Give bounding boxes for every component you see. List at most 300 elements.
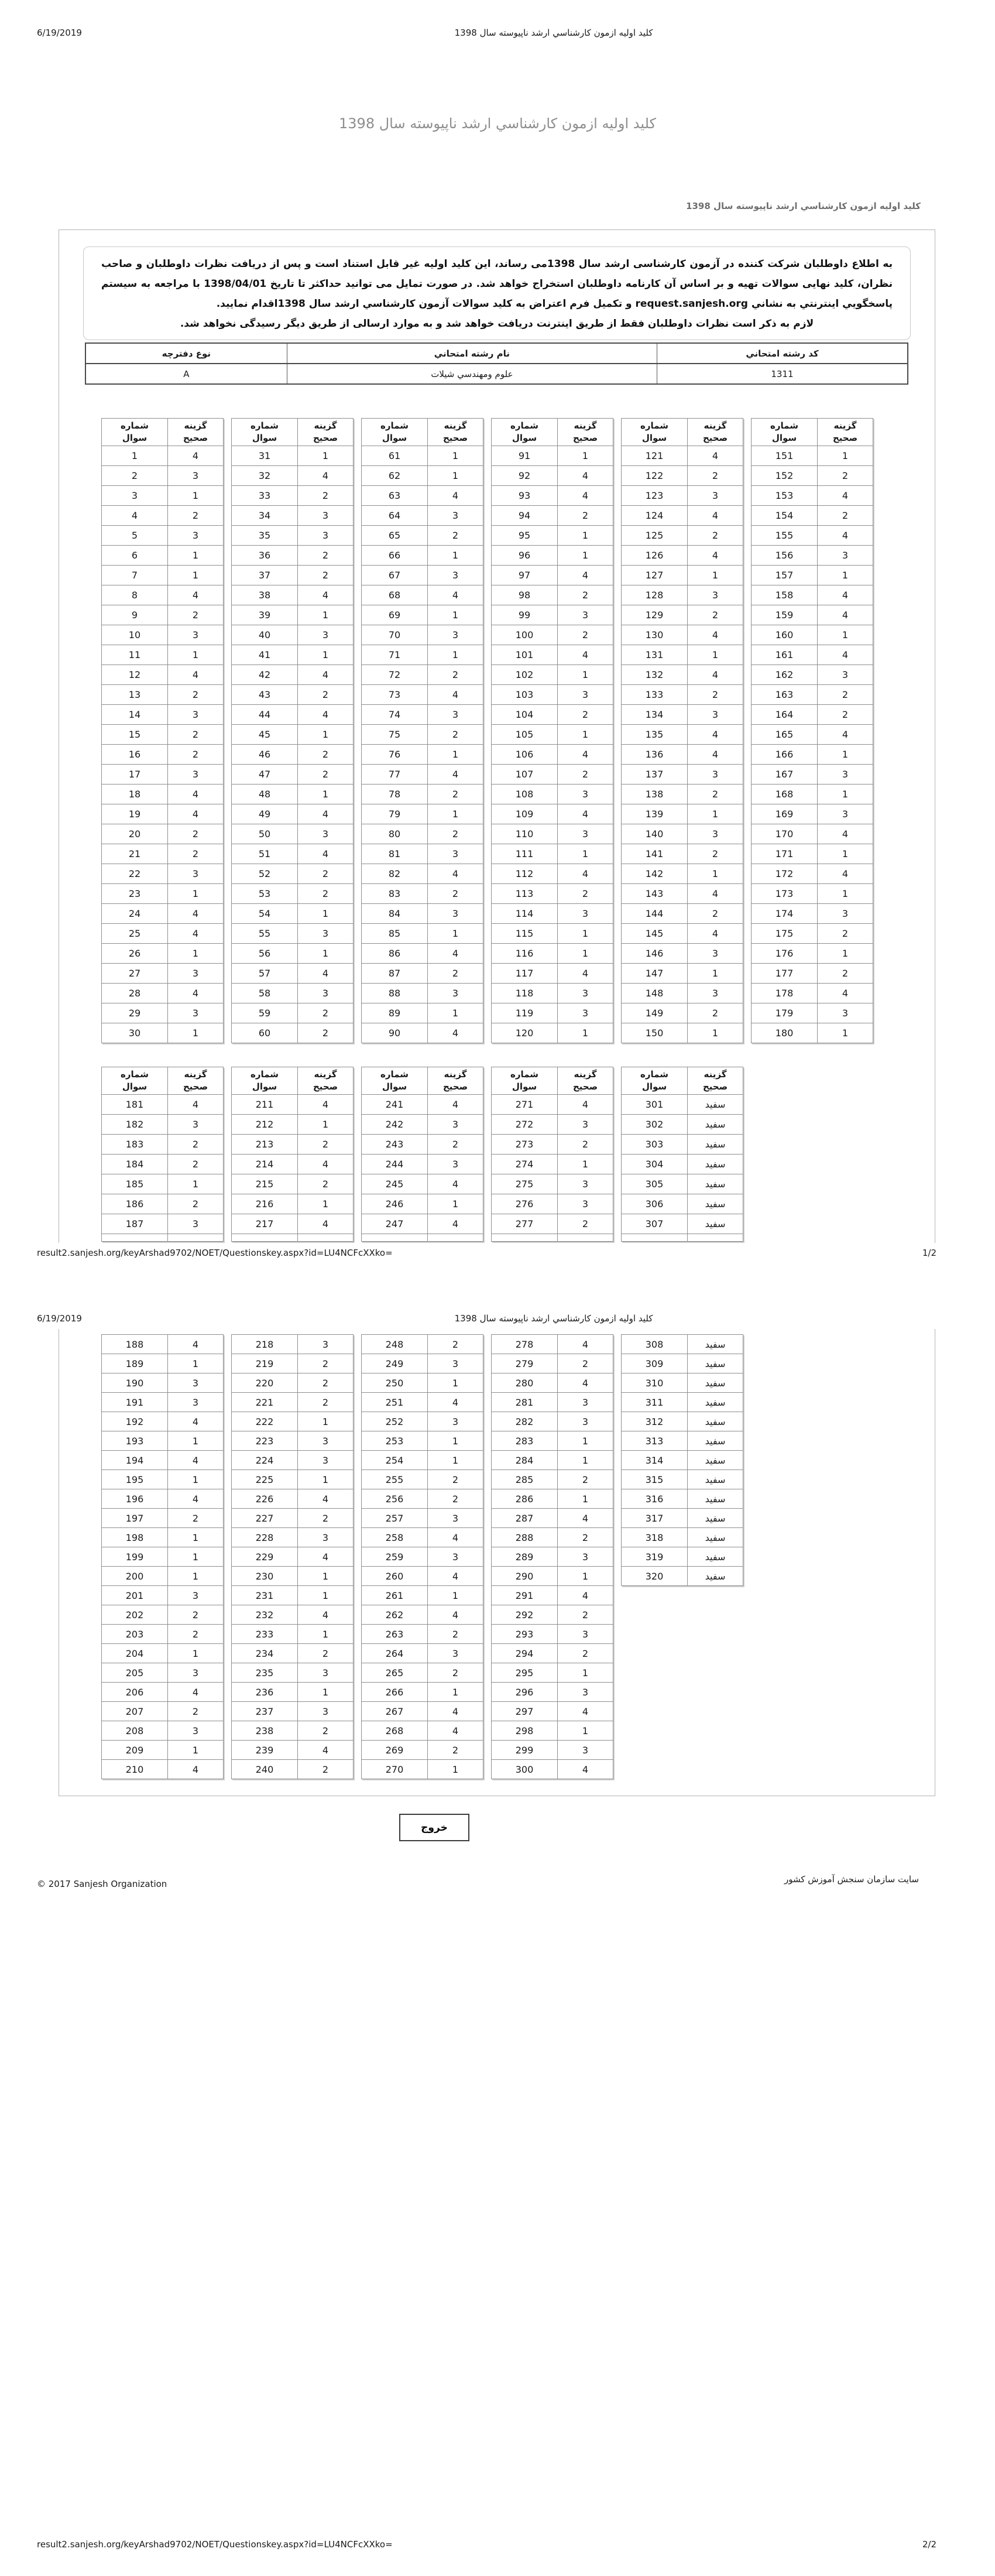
question-number-cell: 193: [102, 1431, 168, 1451]
question-number-cell: 14: [102, 705, 168, 725]
correct-option-cell: 4: [688, 446, 743, 466]
correct-option-cell: 2: [298, 1174, 354, 1194]
question-number-cell: 278: [492, 1335, 558, 1354]
question-number-cell: 179: [752, 1003, 818, 1023]
question-number-cell: 128: [622, 585, 688, 605]
correct-option-cell: 3: [168, 1586, 224, 1605]
question-number-cell: 151: [752, 446, 818, 466]
question-number-cell: 109: [492, 804, 558, 824]
question-number-cell: 40: [232, 625, 298, 645]
correct-option-cell: 2: [558, 1135, 613, 1155]
correct-option-cell: 1: [558, 924, 613, 944]
question-number-cell: 3: [102, 486, 168, 506]
question-number-cell: 52: [232, 864, 298, 884]
answer-key-column: [101, 418, 224, 1043]
correct-option-cell: 1: [428, 446, 483, 466]
question-number-cell: 160: [752, 625, 818, 645]
question-number-cell: 306: [622, 1194, 688, 1214]
question-number-cell: 103: [492, 685, 558, 705]
question-number-cell: 281: [492, 1393, 558, 1412]
correct-option-cell: 2: [298, 864, 354, 884]
correct-option-cell: 2: [558, 1644, 613, 1663]
question-number-cell: 44: [232, 705, 298, 725]
correct-option-cell: 4: [428, 1702, 483, 1721]
correct-option-cell: 4: [168, 585, 224, 605]
correct-option-cell: 2: [168, 605, 224, 625]
answer-key-grid-2: [101, 1067, 743, 1242]
correct-option-cell: 3: [428, 984, 483, 1003]
correct-option-cell: 2: [168, 506, 224, 526]
question-number-cell: 144: [622, 904, 688, 924]
correct-option-cell: 2: [168, 1155, 224, 1174]
question-number-cell: 13: [102, 685, 168, 705]
page-title: کلید اولیه ازمون کارشناسي ارشد ناپیوسته سال 1398: [339, 115, 656, 132]
question-number-cell: 30: [102, 1023, 168, 1043]
correct-option-cell: سفید: [688, 1115, 743, 1135]
correct-option-cell: 4: [298, 804, 354, 824]
answer-key-column: [231, 1334, 354, 1779]
correct-option-cell: 2: [428, 526, 483, 546]
question-number-cell: 6: [102, 546, 168, 566]
question-number-cell: 108: [492, 785, 558, 804]
question-number-cell: 219: [232, 1354, 298, 1373]
question-number-cell: 154: [752, 506, 818, 526]
correct-option-cell: 1: [428, 645, 483, 665]
correct-option-cell: سفید: [688, 1194, 743, 1214]
question-number-cell: 259: [362, 1547, 428, 1567]
question-number-cell: 156: [752, 546, 818, 566]
question-number-cell: 294: [492, 1644, 558, 1663]
question-number-cell: 305: [622, 1174, 688, 1194]
correct-option-cell: 4: [428, 765, 483, 785]
correct-option-cell: 2: [688, 605, 743, 625]
correct-option-cell: 2: [298, 765, 354, 785]
correct-option-cell: 1: [168, 1528, 224, 1547]
correct-option-header: گزینه صحیح: [558, 419, 613, 446]
question-number-cell: 176: [752, 944, 818, 964]
question-number-cell: 240: [232, 1760, 298, 1779]
answer-key-grid-3: [101, 1334, 743, 1779]
question-number-cell: 11: [102, 645, 168, 665]
question-number-cell: 159: [752, 605, 818, 625]
exit-button[interactable]: خروج: [399, 1814, 469, 1841]
question-number-cell: 275: [492, 1174, 558, 1194]
correct-option-cell: 3: [168, 1115, 224, 1135]
question-number-cell: 27: [102, 964, 168, 984]
question-number-cell: 217: [232, 1214, 298, 1234]
correct-option-cell: 4: [298, 1214, 354, 1234]
question-number-cell: 102: [492, 665, 558, 685]
correct-option-cell: 3: [168, 1003, 224, 1023]
question-number-cell: 214: [232, 1155, 298, 1174]
correct-option-cell: 4: [818, 645, 873, 665]
question-number-cell: 280: [492, 1373, 558, 1393]
correct-option-cell: 3: [818, 665, 873, 685]
correct-option-cell: 1: [168, 1547, 224, 1567]
question-number-cell: 105: [492, 725, 558, 745]
correct-option-cell: 4: [558, 1702, 613, 1721]
question-number-cell: 69: [362, 605, 428, 625]
correct-option-cell: 3: [558, 1194, 613, 1214]
question-number-cell: 50: [232, 824, 298, 844]
question-number-cell: 236: [232, 1683, 298, 1702]
question-number-cell: 301: [622, 1095, 688, 1115]
question-number-cell: 66: [362, 546, 428, 566]
correct-option-cell: 2: [818, 506, 873, 526]
correct-option-cell: 3: [688, 486, 743, 506]
correct-option-cell: 2: [428, 725, 483, 745]
correct-option-cell: 1: [818, 625, 873, 645]
correct-option-cell: 1: [428, 1451, 483, 1470]
question-number-cell: 290: [492, 1567, 558, 1586]
question-number-cell: 62: [362, 466, 428, 486]
correct-option-cell: 1: [168, 1431, 224, 1451]
question-number-cell: 79: [362, 804, 428, 824]
question-number-cell: 168: [752, 785, 818, 804]
question-number-cell: 224: [232, 1451, 298, 1470]
correct-option-cell: سفید: [688, 1431, 743, 1451]
section-heading: کلید اولیه ازمون کارشناسي ارشد ناپیوسته سال 1398: [686, 201, 921, 211]
correct-option-cell: 3: [428, 1547, 483, 1567]
question-number-cell: 300: [492, 1760, 558, 1779]
correct-option-cell: 4: [298, 1741, 354, 1760]
correct-option-cell: 1: [168, 1567, 224, 1586]
question-number-cell: 132: [622, 665, 688, 685]
question-number-cell: 90: [362, 1023, 428, 1043]
question-number-cell: 173: [752, 884, 818, 904]
correct-option-cell: 2: [298, 884, 354, 904]
correct-option-cell: 1: [168, 1470, 224, 1489]
question-number-cell: 292: [492, 1605, 558, 1625]
question-number-cell: 64: [362, 506, 428, 526]
correct-option-cell: 1: [558, 446, 613, 466]
correct-option-cell: 1: [688, 1023, 743, 1043]
correct-option-cell: 4: [688, 625, 743, 645]
question-number-cell: 129: [622, 605, 688, 625]
question-number-cell: 9: [102, 605, 168, 625]
question-number-cell: 57: [232, 964, 298, 984]
booklet-type-value: A: [85, 364, 287, 384]
question-number-cell: 315: [622, 1470, 688, 1489]
correct-option-cell: 4: [558, 1373, 613, 1393]
correct-option-cell: 3: [168, 466, 224, 486]
correct-option-cell: 2: [298, 1003, 354, 1023]
question-number-cell: 149: [622, 1003, 688, 1023]
correct-option-cell: 1: [818, 944, 873, 964]
question-number-cell: 98: [492, 585, 558, 605]
cut-off-row: [362, 1234, 483, 1242]
notice-text-line2: لازم به ذکر است نظرات داوطلبان فقط از طریق اینترنت دریافت خواهد شد و به موارد ارسالی از طریق دیگر رسیدگی نخواهد شد.: [180, 318, 814, 330]
correct-option-cell: 4: [298, 844, 354, 864]
question-number-cell: 22: [102, 864, 168, 884]
correct-option-cell: 4: [168, 924, 224, 944]
correct-option-cell: 2: [298, 546, 354, 566]
print-date-page1: 6/19/2019: [37, 28, 82, 38]
question-number-cell: 319: [622, 1547, 688, 1567]
correct-option-cell: 1: [558, 1155, 613, 1174]
site-name-text: سایت سازمان سنجش آموزش کشور: [784, 1874, 919, 1885]
correct-option-cell: 4: [168, 1412, 224, 1431]
correct-option-cell: 4: [818, 526, 873, 546]
correct-option-cell: 1: [428, 1431, 483, 1451]
correct-option-cell: 2: [298, 1721, 354, 1741]
question-number-cell: 316: [622, 1489, 688, 1509]
question-number-cell: 161: [752, 645, 818, 665]
correct-option-cell: 1: [558, 665, 613, 685]
correct-option-cell: 2: [428, 1335, 483, 1354]
question-number-cell: 237: [232, 1702, 298, 1721]
correct-option-cell: 1: [298, 944, 354, 964]
question-number-cell: 299: [492, 1741, 558, 1760]
cut-off-row: [232, 1234, 354, 1242]
correct-option-cell: 3: [168, 1373, 224, 1393]
question-number-cell: 230: [232, 1567, 298, 1586]
answer-key-grid-1: [101, 418, 873, 1043]
correct-option-cell: 4: [428, 1528, 483, 1547]
answer-key-column: [491, 1334, 613, 1779]
correct-option-cell: 4: [818, 984, 873, 1003]
question-number-cell: 242: [362, 1115, 428, 1135]
correct-option-cell: 1: [168, 1741, 224, 1760]
question-number-cell: 215: [232, 1174, 298, 1194]
correct-option-cell: 2: [298, 685, 354, 705]
question-number-header: شماره سوال: [102, 1067, 168, 1095]
correct-option-header: گزینه صحیح: [168, 419, 224, 446]
question-number-cell: 276: [492, 1194, 558, 1214]
question-number-cell: 210: [102, 1760, 168, 1779]
question-number-cell: 213: [232, 1135, 298, 1155]
correct-option-cell: 4: [428, 1174, 483, 1194]
correct-option-cell: 4: [558, 1095, 613, 1115]
correct-option-cell: 1: [558, 1663, 613, 1683]
question-number-cell: 171: [752, 844, 818, 864]
question-number-cell: 36: [232, 546, 298, 566]
correct-option-header: گزینه صحیح: [558, 1067, 613, 1095]
question-number-cell: 32: [232, 466, 298, 486]
question-number-cell: 39: [232, 605, 298, 625]
correct-option-cell: 1: [168, 1354, 224, 1373]
correct-option-cell: 1: [298, 785, 354, 804]
correct-option-cell: 4: [558, 466, 613, 486]
correct-option-header: گزینه صحیح: [428, 419, 483, 446]
question-number-cell: 227: [232, 1509, 298, 1528]
question-number-cell: 45: [232, 725, 298, 745]
correct-option-cell: 1: [298, 1194, 354, 1214]
correct-option-cell: 3: [558, 785, 613, 804]
correct-option-cell: 3: [168, 1214, 224, 1234]
question-number-cell: 135: [622, 725, 688, 745]
question-number-cell: 97: [492, 566, 558, 585]
question-number-cell: 104: [492, 705, 558, 725]
correct-option-cell: 3: [428, 1509, 483, 1528]
correct-option-cell: 2: [168, 685, 224, 705]
correct-option-cell: 1: [168, 944, 224, 964]
question-number-cell: 272: [492, 1115, 558, 1135]
question-number-cell: 255: [362, 1470, 428, 1489]
correct-option-cell: 4: [428, 864, 483, 884]
question-number-cell: 283: [492, 1431, 558, 1451]
question-number-cell: 198: [102, 1528, 168, 1547]
correct-option-cell: 1: [558, 1489, 613, 1509]
correct-option-cell: 1: [298, 1586, 354, 1605]
correct-option-cell: 3: [688, 705, 743, 725]
correct-option-cell: 2: [818, 924, 873, 944]
question-number-cell: 147: [622, 964, 688, 984]
exam-info-table: [85, 342, 908, 385]
correct-option-cell: 4: [298, 1155, 354, 1174]
correct-option-cell: 2: [428, 1470, 483, 1489]
correct-option-cell: 1: [168, 566, 224, 585]
question-number-cell: 17: [102, 765, 168, 785]
correct-option-cell: 3: [558, 1115, 613, 1135]
question-number-cell: 220: [232, 1373, 298, 1393]
question-number-cell: 92: [492, 466, 558, 486]
question-number-cell: 254: [362, 1451, 428, 1470]
correct-option-cell: 3: [818, 904, 873, 924]
question-number-cell: 304: [622, 1155, 688, 1174]
correct-option-cell: 2: [168, 824, 224, 844]
correct-option-cell: 1: [298, 1115, 354, 1135]
question-number-cell: 21: [102, 844, 168, 864]
question-number-cell: 134: [622, 705, 688, 725]
question-number-cell: 110: [492, 824, 558, 844]
correct-option-cell: 1: [558, 1451, 613, 1470]
exam-code-header: کد رشته امتحاني: [657, 343, 908, 364]
question-number-header: شماره سوال: [492, 419, 558, 446]
correct-option-cell: 3: [558, 1741, 613, 1760]
question-number-cell: 20: [102, 824, 168, 844]
question-number-cell: 238: [232, 1721, 298, 1741]
question-number-cell: 116: [492, 944, 558, 964]
correct-option-cell: 4: [688, 924, 743, 944]
question-number-cell: 163: [752, 685, 818, 705]
question-number-cell: 310: [622, 1373, 688, 1393]
correct-option-cell: 3: [298, 1431, 354, 1451]
correct-option-cell: 3: [298, 984, 354, 1003]
correct-option-cell: 1: [168, 645, 224, 665]
question-number-cell: 70: [362, 625, 428, 645]
question-number-cell: 248: [362, 1335, 428, 1354]
correct-option-cell: 2: [688, 685, 743, 705]
question-number-cell: 48: [232, 785, 298, 804]
correct-option-cell: 2: [428, 665, 483, 685]
question-number-cell: 10: [102, 625, 168, 645]
question-number-cell: 197: [102, 1509, 168, 1528]
correct-option-cell: 2: [168, 1702, 224, 1721]
footer-url-page2: result2.sanjesh.org/keyArshad9702/NOET/Questionskey.aspx?id=LU4NCFcXXko=: [37, 2539, 393, 2550]
correct-option-cell: 3: [688, 944, 743, 964]
correct-option-cell: 4: [298, 585, 354, 605]
correct-option-cell: 3: [298, 506, 354, 526]
correct-option-cell: 4: [298, 1489, 354, 1509]
correct-option-cell: 3: [298, 924, 354, 944]
question-number-cell: 212: [232, 1115, 298, 1135]
correct-option-cell: 4: [168, 1683, 224, 1702]
cut-off-row: [622, 1234, 743, 1242]
question-number-cell: 252: [362, 1412, 428, 1431]
question-number-cell: 270: [362, 1760, 428, 1779]
question-number-cell: 60: [232, 1023, 298, 1043]
correct-option-cell: 3: [428, 1155, 483, 1174]
correct-option-cell: 2: [688, 526, 743, 546]
question-number-cell: 145: [622, 924, 688, 944]
correct-option-cell: 4: [818, 864, 873, 884]
answer-key-column: [361, 1067, 483, 1242]
print-date-page2: 6/19/2019: [37, 1313, 82, 1324]
question-number-cell: 188: [102, 1335, 168, 1354]
question-number-cell: 73: [362, 685, 428, 705]
correct-option-cell: 1: [818, 1023, 873, 1043]
question-number-cell: 107: [492, 765, 558, 785]
answer-key-column: [491, 418, 613, 1043]
question-number-cell: 78: [362, 785, 428, 804]
correct-option-cell: 4: [688, 546, 743, 566]
correct-option-cell: 3: [558, 904, 613, 924]
question-number-cell: 111: [492, 844, 558, 864]
correct-option-cell: 3: [168, 1393, 224, 1412]
correct-option-cell: 4: [168, 1095, 224, 1115]
answer-key-column: [231, 418, 354, 1043]
correct-option-cell: سفید: [688, 1095, 743, 1115]
correct-option-cell: 3: [298, 625, 354, 645]
answer-key-column: [621, 1067, 743, 1242]
question-number-header: شماره سوال: [102, 419, 168, 446]
question-number-cell: 127: [622, 566, 688, 585]
question-number-cell: 286: [492, 1489, 558, 1509]
correct-option-cell: سفید: [688, 1470, 743, 1489]
correct-option-cell: 4: [298, 1095, 354, 1115]
question-number-cell: 86: [362, 944, 428, 964]
question-number-cell: 120: [492, 1023, 558, 1043]
question-number-cell: 106: [492, 745, 558, 765]
exam-name-value: علوم ومهندسي شیلات: [287, 364, 657, 384]
question-number-cell: 53: [232, 884, 298, 904]
correct-option-cell: سفید: [688, 1509, 743, 1528]
correct-option-cell: 1: [818, 745, 873, 765]
question-number-cell: 268: [362, 1721, 428, 1741]
question-number-cell: 194: [102, 1451, 168, 1470]
question-number-cell: 182: [102, 1115, 168, 1135]
question-number-cell: 4: [102, 506, 168, 526]
question-number-cell: 34: [232, 506, 298, 526]
question-number-cell: 28: [102, 984, 168, 1003]
question-number-cell: 181: [102, 1095, 168, 1115]
question-number-cell: 162: [752, 665, 818, 685]
cut-off-row: [102, 1234, 224, 1242]
correct-option-cell: 2: [298, 745, 354, 765]
correct-option-cell: 2: [298, 1354, 354, 1373]
question-number-cell: 146: [622, 944, 688, 964]
question-number-cell: 164: [752, 705, 818, 725]
question-number-cell: 75: [362, 725, 428, 745]
question-number-cell: 26: [102, 944, 168, 964]
correct-option-cell: 2: [428, 1625, 483, 1644]
correct-option-cell: 3: [818, 1003, 873, 1023]
question-number-cell: 311: [622, 1393, 688, 1412]
correct-option-cell: 4: [298, 964, 354, 984]
correct-option-cell: 4: [168, 1451, 224, 1470]
correct-option-cell: 1: [818, 785, 873, 804]
question-number-cell: 140: [622, 824, 688, 844]
question-number-cell: 211: [232, 1095, 298, 1115]
question-number-cell: 195: [102, 1470, 168, 1489]
question-number-cell: 216: [232, 1194, 298, 1214]
correct-option-cell: 2: [558, 765, 613, 785]
question-number-cell: 191: [102, 1393, 168, 1412]
correct-option-cell: سفید: [688, 1135, 743, 1155]
correct-option-cell: سفید: [688, 1174, 743, 1194]
question-number-cell: 274: [492, 1155, 558, 1174]
